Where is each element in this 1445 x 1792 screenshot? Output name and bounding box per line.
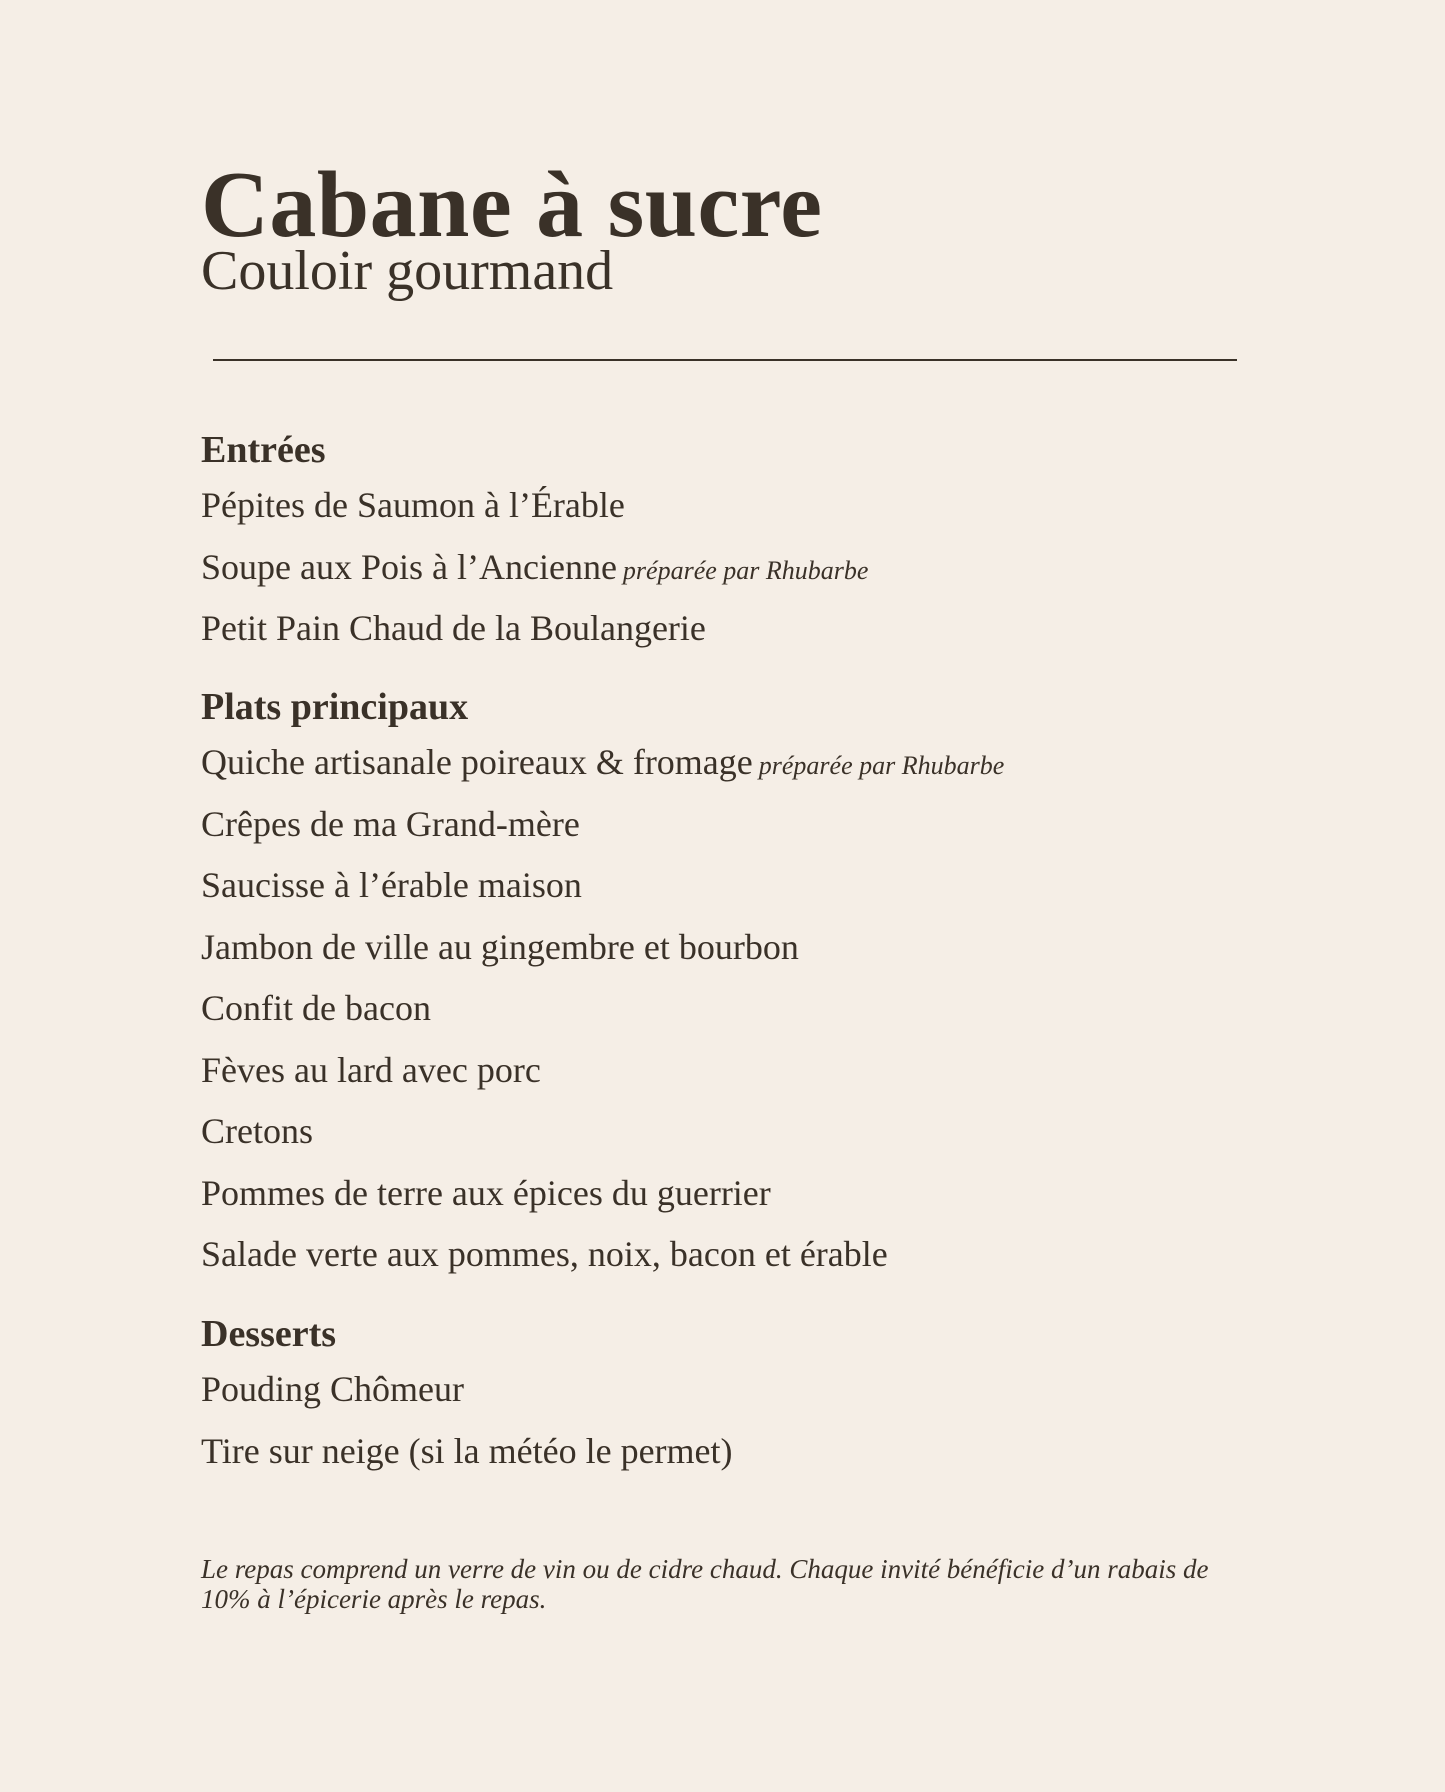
menu-item [201, 855, 1004, 917]
section-plats-principaux [201, 684, 1004, 1286]
menu-list [201, 475, 868, 660]
menu-item-name: Tire sur neige (si la météo le permet) [201, 1430, 733, 1471]
menu-item [201, 1163, 1004, 1225]
menu-item-name: Petit Pain Chaud de la Boulangerie [201, 608, 706, 648]
section-heading: Entrées [201, 429, 326, 471]
menu-item [201, 1224, 1004, 1286]
menu-item [201, 1101, 1004, 1163]
menu-item-name: Quiche artisanale poireaux & fromage [201, 742, 753, 782]
menu-item [201, 1359, 733, 1421]
menu-item [201, 732, 1004, 794]
menu-item [201, 475, 868, 537]
menu-item-name: Fèves au lard avec porc [201, 1049, 541, 1090]
menu-item-name: Crêpes de ma Grand-mère [201, 803, 580, 844]
menu-item-name: Confit de bacon [201, 988, 431, 1028]
page-title: Cabane à sucre [201, 153, 823, 257]
menu-item-name: Jambon de ville au gingembre et bourbon [201, 926, 799, 967]
footer-note: Le repas comprend un verre de vin ou de cidre chaud. Chaque invité bénéficie d’un rabais de 10% à l’épicerie après le repas. [201, 1554, 1209, 1614]
menu-item [201, 1421, 733, 1483]
section-heading: Plats principaux [201, 686, 469, 728]
menu-item [201, 1040, 1004, 1102]
menu-item-name: Salade verte aux pommes, noix, bacon et érable [201, 1234, 888, 1274]
menu-item [201, 537, 868, 599]
menu-item [201, 978, 1004, 1040]
menu-item [201, 794, 1004, 856]
menu-item [201, 917, 1004, 979]
menu-item-name: Pépites de Saumon à l’Érable [201, 485, 625, 525]
section-desserts [201, 1311, 733, 1482]
menu-item-note: préparée par Rhubarbe [622, 555, 869, 585]
menu-item-name: Cretons [201, 1111, 313, 1151]
section-entrees [201, 427, 868, 660]
menu-list [201, 732, 1004, 1286]
menu-item-note: préparée par Rhubarbe [758, 751, 1005, 780]
menu-item-name: Pouding Chômeur [201, 1369, 465, 1409]
menu-item-name: Saucisse à l’érable maison [201, 865, 582, 905]
menu-item-name: Soupe aux Pois à l’Ancienne [201, 546, 617, 587]
page-subtitle: Couloir gourmand [201, 240, 614, 302]
title-divider [213, 359, 1237, 361]
menu-item-name: Pommes de terre aux épices du guerrier [201, 1172, 771, 1213]
section-heading: Desserts [201, 1313, 337, 1355]
menu-list [201, 1359, 733, 1482]
menu-item [201, 598, 868, 660]
